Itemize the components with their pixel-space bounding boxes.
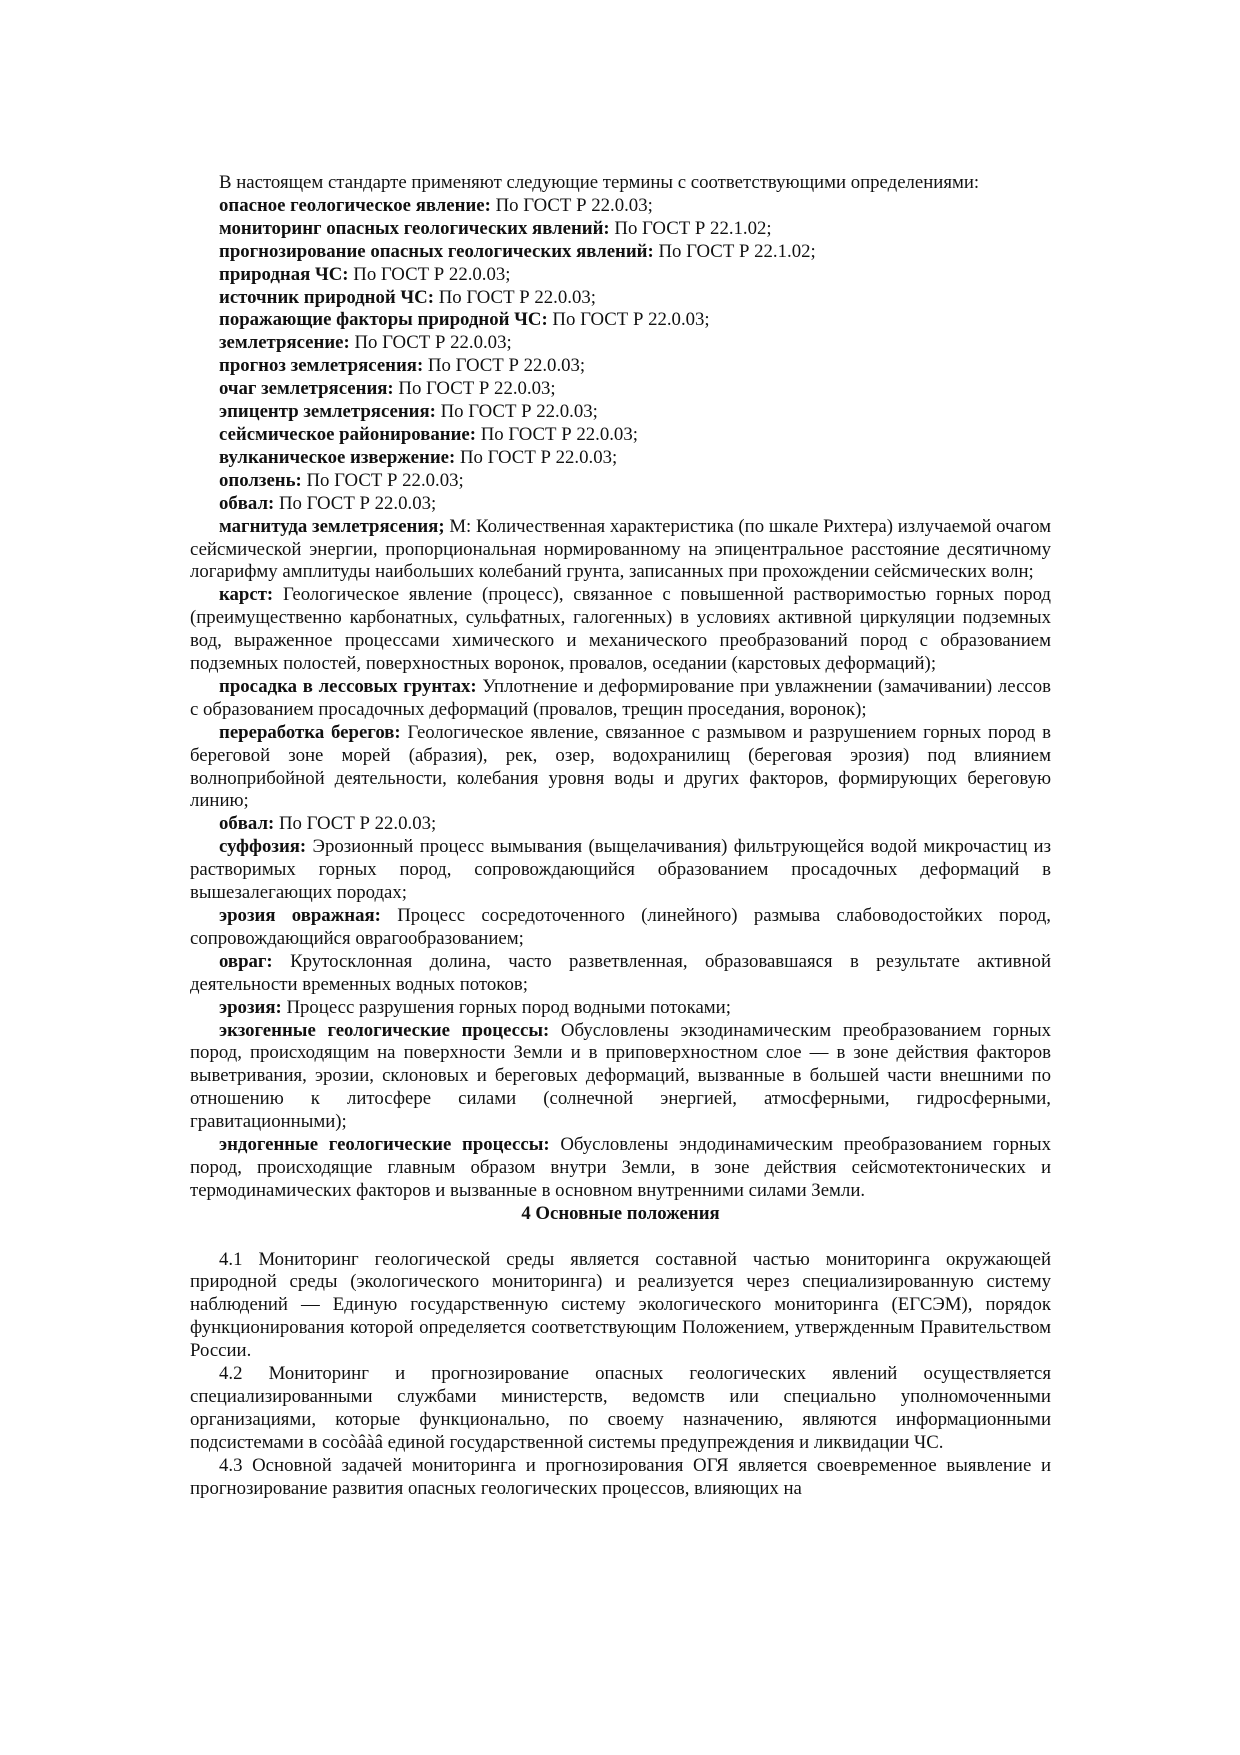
- term-entry: [190, 355, 1051, 378]
- body-paragraph: 4.3 Основной задачей мониторинга и прогнозирования ОГЯ является своевременное выявление и прогнозирование развития опасных геологических процессов, влияющих на: [190, 1454, 1051, 1499]
- term-entry: [190, 378, 1051, 401]
- term-name: мониторинг опасных геологических явлений:: [219, 217, 610, 239]
- term-definition: Обусловлены экзодинамическим преобразованием горных пород, происходящим на поверхности Земли и в приповерхностном слое — в зоне действия факторов выветривания, эрозии, склоновых и береговых деформаций, вызванные в большей части внешними по отношению к литосфере силами (солнечной энергией, атмосферными, гидросферными, гравитационными);: [190, 1019, 1052, 1133]
- term-entry: [190, 332, 1051, 355]
- term-name: очаг землетрясения:: [219, 378, 394, 400]
- term-definition: М: Количественная характеристика (по шкале Рихтера) излучаемой очагом сейсмической энергии, пропорциональная нормированному на эпицентральное расстояние десятичному логарифму амплитуды наибольших колебаний грунта, записанных при прохождении сейсмических волн;: [190, 515, 1051, 583]
- term-name: прогнозирование опасных геологических явлений:: [219, 240, 654, 262]
- term-entry: [190, 264, 1051, 287]
- term-entry: [190, 722, 1051, 814]
- term-definition: По ГОСТ Р 22.0.03;: [455, 446, 618, 468]
- term-entry: [190, 241, 1051, 264]
- term-name: просадка в лессовых грунтах:: [219, 675, 477, 697]
- section-heading: 4 Основные положения: [521, 1202, 720, 1224]
- term-definition: Процесс разрушения горных пород водными потоками;: [281, 996, 731, 1018]
- term-definition: По ГОСТ Р 22.0.03;: [423, 355, 586, 377]
- term-definition: Обусловлены эндодинамическим преобразованием горных пород, происходящие главным образом внутри Земли, в зоне действия сейсмотектонических и термодинамических факторов и вызванные в основном внутренними силами Земли.: [190, 1134, 1051, 1201]
- term-definition: Крутосклонная долина, часто разветвленная, образовавшаяся в результате активной деятельности временных водных потоков;: [190, 950, 1051, 995]
- term-definition: По ГОСТ Р 22.0.03;: [274, 492, 437, 514]
- term-name: источник природной ЧС:: [219, 286, 435, 308]
- term-name: эпицентр землетрясения:: [219, 401, 436, 423]
- term-entry: [190, 493, 1051, 516]
- term-name: землетрясение:: [219, 332, 350, 354]
- term-entry: [190, 218, 1051, 241]
- term-entry: [190, 195, 1051, 218]
- intro-paragraph: В настоящем стандарте применяют следующие термины с соответствующими определениями:: [219, 172, 980, 193]
- terms-list: [190, 195, 1051, 1203]
- term-name: эндогенные геологические процессы:: [219, 1134, 550, 1156]
- term-entry: [190, 447, 1051, 470]
- term-entry: [190, 836, 1051, 905]
- term-name: оползень:: [219, 469, 302, 491]
- term-definition: Эрозионный процесс вымывания (выщелачивания) фильтрующейся водой микрочастиц из растворимых горных пород, сопровождающийся образованием просадочных деформаций в вышезалегающих породах;: [190, 836, 1051, 904]
- term-name: обвал:: [219, 492, 275, 514]
- term-entry: [190, 1020, 1051, 1135]
- term-name: опасное геологическое явление:: [219, 194, 491, 216]
- term-definition: По ГОСТ Р 22.0.03;: [301, 469, 464, 491]
- term-definition: По ГОСТ Р 22.0.03;: [274, 813, 437, 835]
- term-entry: [190, 516, 1051, 585]
- term-name: магнитуда землетрясения;: [219, 515, 445, 537]
- term-definition: По ГОСТ Р 22.1.02;: [609, 217, 772, 239]
- term-entry: [190, 401, 1051, 424]
- term-entry: [190, 676, 1051, 722]
- term-entry: [190, 309, 1051, 332]
- term-name: эрозия:: [219, 996, 282, 1018]
- document-page: [190, 172, 1051, 1501]
- term-definition: Процесс сосредоточенного (линейного) размыва слабоводостойких пород, сопровождающийся оврагообразованием;: [190, 905, 1051, 949]
- term-entry: [190, 813, 1051, 836]
- term-name: овраг:: [219, 950, 273, 972]
- term-entry: [190, 424, 1051, 447]
- body-paragraph: 4.1 Мониторинг геологической среды является составной частью мониторинга окружающей природной среды (экологического мониторинга) и реализуется через специализированную систему наблюдений — Единую государственную систему экологического мониторинга (ЕГСЭМ), порядок функционирования которой определяется соответствующим Положением, утвержденным Правительством России.: [190, 1248, 1051, 1362]
- term-definition: По ГОСТ Р 22.0.03;: [435, 401, 598, 423]
- term-name: прогноз землетрясения:: [219, 355, 424, 377]
- term-name: экзогенные геологические процессы:: [219, 1019, 550, 1041]
- term-definition: По ГОСТ Р 22.0.03;: [434, 286, 596, 308]
- term-entry: [190, 951, 1051, 997]
- term-name: поражающие факторы природной ЧС:: [219, 309, 548, 331]
- term-definition: По ГОСТ Р 22.0.03;: [393, 378, 556, 400]
- term-name: обвал:: [219, 813, 275, 835]
- term-definition: По ГОСТ Р 22.0.03;: [547, 309, 710, 331]
- body-paragraph: 4.2 Мониторинг и прогнозирование опасных геологических явлений осуществляется специализированными службами министерств, ведомств или специально уполномоченными организациями, которые функционально, по своему назначению, являются информационными подсистемами в cосòâàâ единой государственной системы предупреждения и ликвидации ЧС.: [190, 1363, 1051, 1453]
- term-definition: По ГОСТ Р 22.0.03;: [490, 194, 653, 216]
- term-entry: [190, 905, 1051, 951]
- term-entry: [190, 287, 1051, 310]
- term-name: переработка берегов:: [219, 721, 401, 743]
- term-entry: [190, 1134, 1051, 1203]
- term-name: суффозия:: [219, 836, 307, 858]
- term-definition: По ГОСТ Р 22.0.03;: [476, 423, 638, 445]
- term-entry: [190, 997, 1051, 1020]
- term-definition: По ГОСТ Р 22.1.02;: [653, 240, 816, 262]
- term-definition: Геологическое явление (процесс), связанное с повышенной растворимостью горных пород (преимущественно карбонатных, сульфатных, галогенных) в условиях активной циркуляции подземных вод, выраженное процессами химического и механического преобразований пород с образованием подземных полостей, поверхностных воронок, провалов, оседании (карстовых деформаций);: [190, 584, 1051, 675]
- term-name: эрозия овражная:: [219, 905, 381, 926]
- term-definition: Геологическое явление, связанное с размывом и разрушением горных пород в береговой зоне морей (абразия), рек, озер, водохранилищ (береговая эрозия) под влиянием волноприбойной деятельности, колебания уровня воды и других факторов, формирующих береговую линию;: [190, 721, 1051, 812]
- term-entry: [190, 470, 1051, 493]
- term-definition: По ГОСТ Р 22.0.03;: [349, 332, 512, 354]
- term-definition: По ГОСТ Р 22.0.03;: [348, 263, 511, 285]
- term-name: вулканическое извержение:: [219, 446, 456, 468]
- term-entry: [190, 584, 1051, 676]
- term-name: природная ЧС:: [219, 263, 349, 285]
- term-name: карст:: [219, 584, 274, 606]
- term-name: сейсмическое районирование:: [219, 423, 476, 445]
- term-definition: Уплотнение и деформирование при увлажнении (замачивании) лессов с образованием просадочных деформаций (провалов, трещин проседания, воронок);: [190, 675, 1051, 720]
